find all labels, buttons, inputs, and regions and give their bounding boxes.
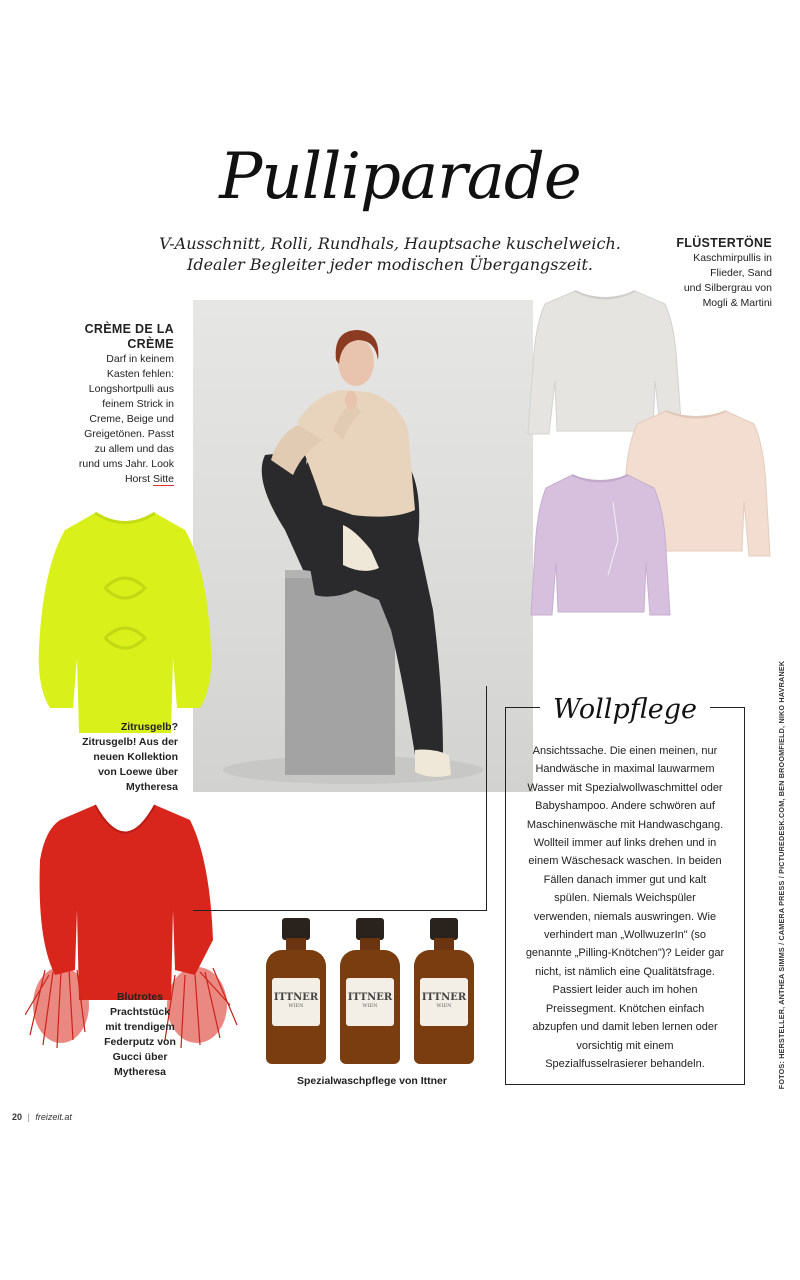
caption-line: Zitrusgelb? xyxy=(120,721,178,733)
caption-line: Mytheresa xyxy=(126,781,178,793)
caption-line: Gucci über xyxy=(112,1051,168,1063)
body-line: verwenden, niemals auswringen. Wie xyxy=(533,910,717,923)
bottle-sub: WIEN xyxy=(362,1003,378,1009)
bottle-brand: ITTNER xyxy=(421,992,467,1003)
model-illustration xyxy=(193,300,533,792)
caption-line: Federputz von xyxy=(104,1036,176,1048)
wollpflege-title: Wollpflege xyxy=(540,690,710,730)
caption-line: Flieder, Sand xyxy=(710,267,772,279)
bottle xyxy=(410,918,478,1066)
sweater-lilac xyxy=(528,470,673,620)
bottle xyxy=(336,918,404,1066)
wollpflege-text xyxy=(515,742,735,1073)
caption-line: feinem Strick in xyxy=(102,398,174,410)
caption-zitrusgelb xyxy=(40,720,178,795)
bottle-sub: WIEN xyxy=(288,1003,304,1009)
body-line: Babyshampoo. Andere schwören auf xyxy=(535,800,715,813)
page-number: 20 xyxy=(12,1112,23,1122)
body-line: Preissegment. Knötchen einfach xyxy=(545,1002,705,1015)
caption-line: Mytheresa xyxy=(114,1066,166,1078)
bottle-sub: WIEN xyxy=(436,1003,452,1009)
model-photo xyxy=(193,300,533,792)
site-name: freizeit.at xyxy=(35,1112,72,1122)
photo-credits-text: FOTOS: HERSTELLER, ANTHEA SIMMS / CAMERA PRESS / PICTUREDESK.COM, BEN BROOMFIELD, NIKO HAVRANEK xyxy=(777,660,786,1090)
body-line: verhindert man „WollwuzerIn" (so xyxy=(543,929,707,942)
page-footer: 20 | freizeit.at xyxy=(12,1112,72,1122)
caption-blutrot xyxy=(88,990,192,1080)
body-line: Wasser mit Spezialwollwaschmittel oder xyxy=(527,781,723,794)
caption-heading-1: CRÈME DE LA xyxy=(84,322,174,336)
caption-underlined-word: Sitte xyxy=(152,473,174,485)
caption-line: Greigetönen. Passt xyxy=(84,428,174,440)
caption-line: Zitrusgelb! Aus der xyxy=(82,736,178,748)
caption-ittner: Spezialwaschpflege von Ittner xyxy=(297,1075,447,1087)
bottle-brand: ITTNER xyxy=(347,992,393,1003)
caption-line xyxy=(40,472,174,487)
body-line: genannte „Pilling-Knötchen")? Leider gar xyxy=(525,947,725,960)
caption-line: und Silbergrau von xyxy=(683,282,772,294)
caption-line: neuen Kollektion xyxy=(93,751,178,763)
caption-heading: FLÜSTERTÖNE xyxy=(676,236,772,250)
caption-line: Creme, Beige und xyxy=(89,413,174,425)
photo-credits xyxy=(777,655,789,1095)
page-title: Pulliparade xyxy=(219,140,581,214)
caption-line: mit trendigem xyxy=(105,1021,175,1033)
bottle xyxy=(262,918,330,1066)
caption-line: zu allem und das xyxy=(94,443,174,455)
caption-heading-2: CRÈME xyxy=(127,337,174,351)
caption-line: Mogli & Martini xyxy=(702,297,772,309)
sweater-lime xyxy=(35,508,215,740)
body-line: abzupfen und damit leben lernen oder xyxy=(532,1021,718,1034)
body-line: Ansichtssache. Die einen meinen, nur xyxy=(532,745,718,757)
caption-text: Horst xyxy=(124,473,153,485)
body-line: Passiert leider auch im hohen xyxy=(552,984,698,997)
body-line: vorsichtig mit einem xyxy=(576,1039,674,1052)
subtitle-line-2: Idealer Begleiter jeder modischen Übergangszeit. xyxy=(187,255,593,274)
caption-line: Kasten fehlen: xyxy=(106,368,174,380)
caption-creme xyxy=(40,322,174,487)
caption-line: Kaschmirpullis in xyxy=(693,252,772,264)
body-line: Spezialfusselrasierer behandeln. xyxy=(545,1057,705,1070)
caption-line: Longshortpulli aus xyxy=(88,383,174,395)
body-line: Handwäsche in maximal lauwarmem xyxy=(535,763,715,776)
body-line: Maschinenwäsche mit Handwaschgang. xyxy=(526,818,724,831)
body-line: Fällen danach immer gut und kalt xyxy=(543,873,707,886)
caption-line: Blutrotes xyxy=(116,991,164,1003)
frame-line-vertical xyxy=(486,686,487,911)
caption-line: rund ums Jahr. Look xyxy=(78,458,174,470)
bottle-brand: ITTNER xyxy=(273,992,319,1003)
body-line: nicht, ist nämlich eine Qualitätsfrage. xyxy=(535,965,715,978)
body-line: spülen. Niemals Weichspüler xyxy=(554,892,696,905)
subtitle-line-1: V-Ausschnitt, Rolli, Rundhals, Hauptsache kuschelweich. xyxy=(159,234,621,253)
body-line: Wollteil immer auf links drehen und in xyxy=(533,837,717,850)
caption-line: Darf in keinem xyxy=(106,353,174,365)
caption-line: Prachtstück xyxy=(109,1006,171,1018)
caption-line: von Loewe über xyxy=(98,766,178,778)
ittner-bottles xyxy=(262,918,482,1068)
body-line: einem Wäschesack waschen. In beiden xyxy=(528,855,722,868)
frame-line-horizontal xyxy=(193,910,487,911)
page-subtitle xyxy=(150,233,630,275)
